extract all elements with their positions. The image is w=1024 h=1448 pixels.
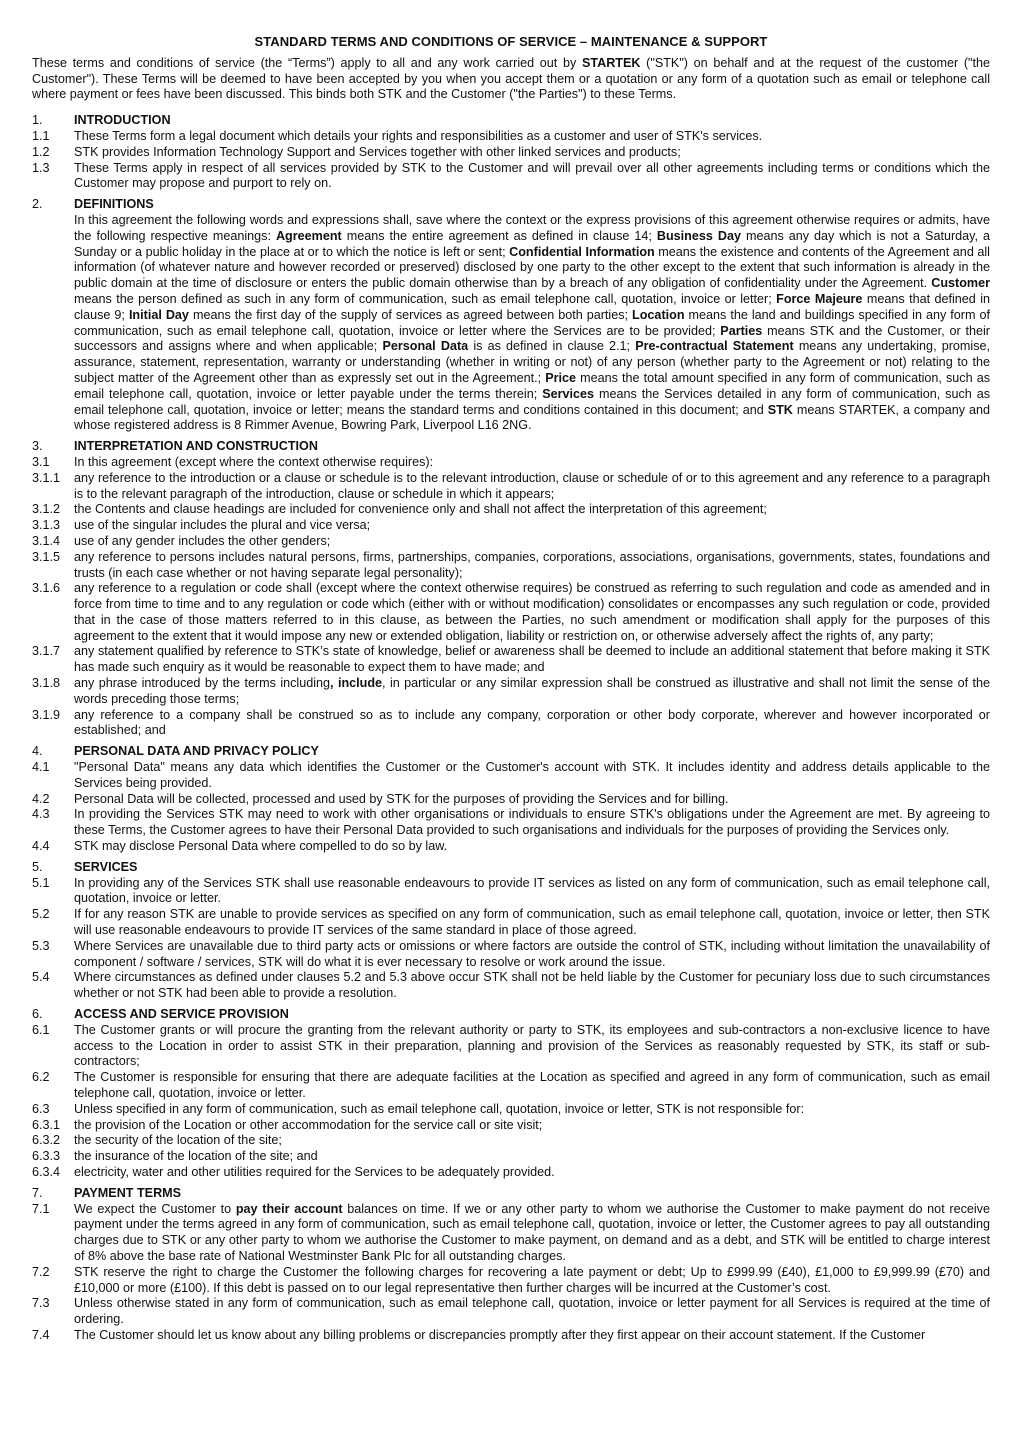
term-personal-data: Personal Data [382, 339, 469, 354]
section-introduction [32, 113, 990, 192]
clause: 3.1.4 use of any gender includes the other genders; [32, 533, 331, 548]
clause: 6.3.2 the security of the location of the site; [32, 1133, 282, 1148]
term-services: Services [542, 386, 595, 401]
clause: 3.1.9 any reference to a company shall be construed so as to include any company, corporation or other body corporate, wherever and however incorporated or established; and [32, 707, 990, 738]
section-access-service-provision [32, 1007, 990, 1181]
clause: 1.2 STK provides Information Technology Support and Services together with other linked services and products; [32, 144, 681, 159]
term-parties: Parties [720, 323, 763, 338]
clause: 5.1 In providing any of the Services STK shall use reasonable endeavours to provide IT services as listed on any form of communication, such as email telephone call, quotation, invoice or letter. [32, 875, 990, 906]
clause: 5.3 Where Services are unavailable due to third party acts or omissions or where factors are outside the control of STK, including without limitation the unavailability of component / software / services, STK will do what it is ever necessary to resolve or work around the issue. [32, 938, 990, 969]
clause: 3.1.8 any phrase introduced by the terms including, include, in particular or any similar expression shall be construed as illustrative and shall not limit the sense of the words preceding those terms; [32, 676, 991, 706]
definitions-paragraph: In this agreement the following words and expressions shall, save where the context or the express provisions of this agreement otherwise requires or admits, have the following respective meanings: Agreement means the entire agreement as defined in clause 14; Business Day means any day which is not a Saturday, a Sunday or a public holiday in the place at or to which the notice is left or sent; Confidential Information means the existence and contents of the Agreement and all information (of whatever nature and however recorded or preserved) disclosed by one party to the other except to the extent that such information is already in the public domain at the time of disclosure or enters the public domain otherwise than by a breach of any obligation of confidentiality under the Agreement. Customer means the person defined as such in any form of communication, such as email telephone call, quotation, invoice or letter; Force Majeure means that defined in clause 9; Initial Day means the first day of the supply of services as agreed between both parties; Location means the land and buildings specified in any form of communication, such as email telephone call, quotation, invoice or letter where the Services are to be provided; Parties means STK and the Customer, or their successors and assigns where and when applicable; Personal Data is as defined in clause 2.1; Pre-contractual Statement means any undertaking, promise, assurance, statement, representation, warranty or understanding (whether in writing or not) of any person (whether party to the Agreement or not) relating to the subject matter of the Agreement other than as expressly set out in the Agreement.; Price means the total amount specified in any form of communication, such as email telephone call, quotation, invoice or letter payable under the terms therein; Services means the Services detailed in any form of communication, such as email telephone call, quotation, invoice or letter; means the standard terms and conditions contained in this document; and STK means STARTEK, a company and whose registered address is 8 Rimmer Avenue, Bowring Park, Liverpool L16 2NG. [74, 212, 991, 433]
clause: 4.2 Personal Data will be collected, processed and used by STK for the purposes of providing the Services and for billing. [32, 791, 729, 806]
document-title: STANDARD TERMS AND CONDITIONS OF SERVICE – MAINTENANCE & SUPPORT [254, 34, 768, 49]
term-customer: Customer [931, 276, 990, 291]
term-pre-contractual-statement: Pre-contractual Statement [635, 339, 794, 354]
clause: 6.3.1 the provision of the Location or other accommodation for the service call or site visit; [32, 1117, 543, 1132]
section-interpretation [32, 439, 990, 739]
clause: 3.1 In this agreement (except where the context otherwise requires): [32, 454, 434, 469]
term-agreement: Agreement [275, 228, 342, 243]
section-personal-data [32, 744, 990, 855]
section-heading: 4. PERSONAL DATA AND PRIVACY POLICY [32, 744, 319, 759]
clause: 1.1 These Terms form a legal document which details your rights and responsibilities as a customer and user of STK's services. [32, 128, 763, 143]
clause: 4.4 STK may disclose Personal Data where compelled to do so by law. [32, 839, 448, 854]
term-business-day: Business Day [656, 228, 741, 243]
term-force-majeure: Force Majeure [776, 291, 863, 306]
clause: 5.2 If for any reason STK are unable to provide services as specified on any form of communication, such as email telephone call, quotation, invoice or letter, then STK will use reasonable endeavours to provide IT services of the same standard in place of those agreed. [32, 907, 990, 938]
section-heading: 6. ACCESS AND SERVICE PROVISION [32, 1007, 289, 1022]
section-heading: 3. INTERPRETATION AND CONSTRUCTION [32, 439, 318, 454]
clause: 4.3 In providing the Services STK may need to work with other organisations or individuals to ensure STK's obligations under the Agreement are met. By agreeing to these Terms, the Customer agrees to have their Personal Data provided to such organisations and individuals for the purposes of providing the Services only. [32, 807, 990, 838]
term-confidential-information: Confidential Information [509, 244, 655, 259]
clause: 6.1 The Customer grants or will procure the granting from the relevant authority or party to STK, its employees and sub-contractors a non-exclusive licence to have access to the Location in order to assist STK in their preparation, planning and provision of the Services as reasonably requested by STK, its staff or sub-contractors; [32, 1022, 990, 1069]
section-services [32, 860, 990, 1002]
term-initial-day: Initial Day [128, 307, 189, 322]
section-definitions [32, 197, 990, 434]
section-heading: 7. PAYMENT TERMS [32, 1185, 182, 1200]
clause: 3.1.7 any statement qualified by reference to STK’s state of knowledge, belief or awareness shall be deemed to include an additional statement that before making it STK has made such enquiry as it would be reasonable to expect them to have made; and [32, 644, 990, 675]
section-heading: 5. SERVICES [32, 859, 138, 874]
clause: 7.4 The Customer should let us know about any billing problems or discrepancies promptly after they first appear on their account statement. If the Customer [32, 1327, 926, 1342]
clause: 6.3.4 electricity, water and other utilities required for the Services to be adequately provided. [32, 1164, 555, 1179]
clause: 3.1.1 any reference to the introduction or a clause or schedule is to the relevant introduction, clause or schedule of or to this agreement and any reference to a paragraph is to the relevant paragraph of the introduction, clause or schedule in which it appears; [32, 470, 990, 501]
clause: 6.3.3 the insurance of the location of the site; and [32, 1149, 318, 1164]
section-heading: 2. DEFINITIONS [32, 197, 154, 212]
section-heading: 1. INTRODUCTION [32, 113, 171, 128]
clause: 7.2 STK reserve the right to charge the Customer the following charges for recovering a late payment or debt; Up to £999.99 (£40), £1,000 to £9,999.99 (£70) and £10,000 or more (£100). If this debt is passed on to our legal representative then further charges will be incurred at the Customer’s cost. [32, 1264, 990, 1295]
clause: 3.1.5 any reference to persons includes natural persons, firms, partnerships, companies, corporations, associations, organisations, governments, states, foundations and trusts (in each case whether or not having separate legal personality); [32, 549, 990, 580]
intro-paragraph: These terms and conditions of service (the “Terms”) apply to all and any work carried out by STARTEK ("STK") on behalf and at the request of the customer ("the Customer"). These Terms will be deemed to have been accepted by you when you accept them or a quotation or any form of a quotation such as email or telephone call where payment or fees have been discussed. This binds both STK and the Customer ("the Parties") to these Terms. [32, 55, 990, 102]
clause: 3.1.3 use of the singular includes the plural and vice versa; [32, 518, 371, 533]
clause: 7.3 Unless otherwise stated in any form of communication, such as email telephone call, quotation, invoice or letter payment for all Services is required at the time of ordering. [32, 1296, 990, 1327]
term-location: Location [632, 307, 685, 322]
clause: 4.1 "Personal Data" means any data which identifies the Customer or the Customer's account with STK. It includes identity and address details applicable to the Services being provided. [32, 760, 990, 790]
clause: 6.3 Unless specified in any form of communication, such as email telephone call, quotation, invoice or letter, STK is not responsible for: [32, 1101, 805, 1116]
clause: 7.1 We expect the Customer to pay their account balances on time. If we or any other party to whom we authorise the Customer to make payment do not receive payment under the terms agreed in any form of communication, such as email telephone call, quotation, invoice or letter, the Customer agrees to pay all outstanding charges due to STK or any other party to whom we authorise the Customer to make payment, on demand and as a debt, and STK will be entitled to charge interest of 8% above the base rate of National Westminster Bank Plc for all outstanding charges. [32, 1201, 990, 1263]
startek-name: STARTEK [581, 55, 641, 70]
term-price: Price [545, 370, 577, 385]
clause: 3.1.6 any reference to a regulation or code shall (except where the context otherwise requires) be construed as referring to such regulation and code as amended and in force from time to time and to any regulation or code which (either with or without modification) consolidates or encompasses any such regulation or code, provided that in the case of those matters referred to in this clause, as between the Parties, no such amendment or modification shall apply for the purposes of this agreement to the extent that it would impose any new or extended obligation, liability or restriction on, or otherwise adversely affect the rights of, any party; [32, 581, 990, 643]
clause: 5.4 Where circumstances as defined under clauses 5.2 and 5.3 above occur STK shall not be held liable by the Customer for pecuniary loss due to such circumstances whether or not STK had been able to provide a resolution. [32, 970, 990, 1001]
term-stk: STK [767, 402, 793, 417]
section-payment-terms [32, 1186, 990, 1344]
clause: 6.2 The Customer is responsible for ensuring that there are adequate facilities at the Location as specified and agreed in any form of communication, such as email telephone call, quotation, invoice or letter. [32, 1070, 990, 1100]
clause: 1.3 These Terms apply in respect of all services provided by STK to the Customer and will prevail over all other agreements including terms or conditions which the Customer may propose and purport to rely on. [32, 160, 990, 191]
clause: 3.1.2 the Contents and clause headings are included for convenience only and shall not affect the interpretation of this agreement; [32, 502, 767, 517]
